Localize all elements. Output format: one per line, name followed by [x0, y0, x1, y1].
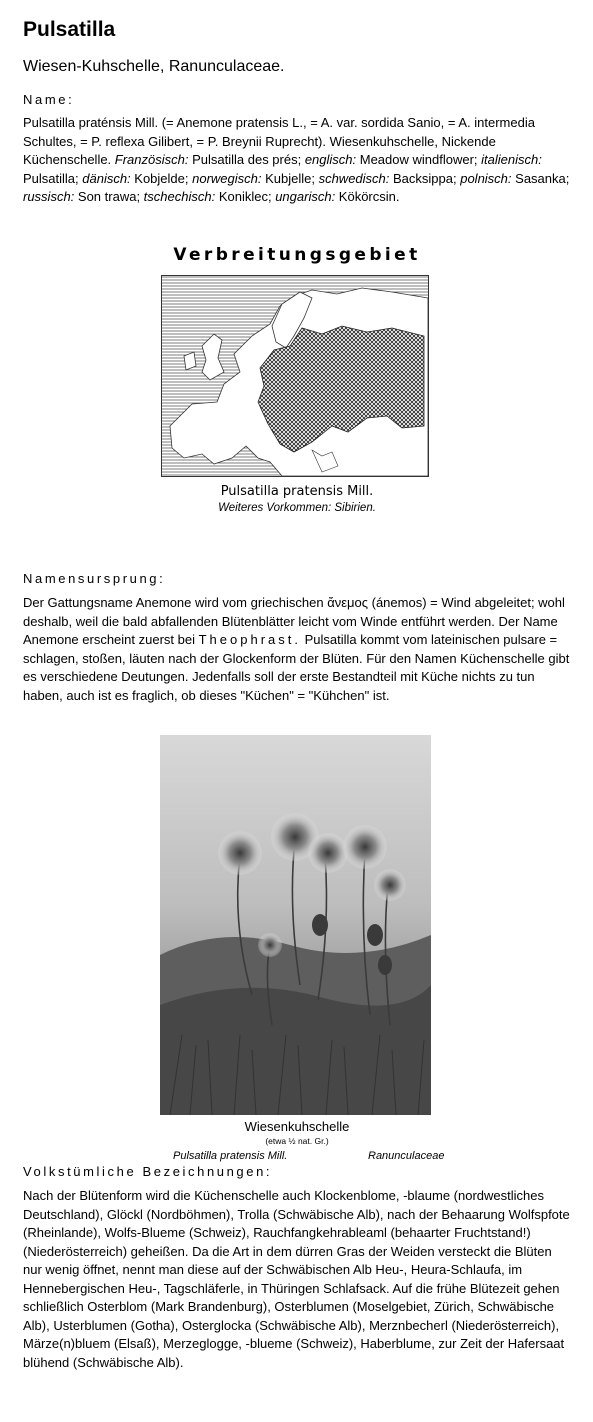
page-title: Pulsatilla	[23, 18, 116, 41]
lang-item: russisch: Son trawa;	[23, 189, 144, 204]
lang-item: Französisch: Pulsatilla des prés;	[114, 152, 305, 167]
plant-photo-drawing	[160, 735, 431, 1115]
map-note: Weiteres Vorkommen: Sibirien.	[218, 502, 376, 514]
photo-family: Ranunculaceae	[368, 1150, 445, 1162]
map-caption: Pulsatilla pratensis Mill.	[220, 484, 374, 499]
lang-item: tschechisch: Koniklec;	[143, 189, 276, 204]
distribution-map	[161, 275, 429, 477]
lang-item: italienisch: Pulsatilla;	[23, 152, 542, 186]
map-title: Verbreitungsgebiet	[173, 245, 421, 265]
photo-scale: (etwa ½ nat. Gr.)	[265, 1136, 329, 1146]
plant-photo	[160, 735, 431, 1115]
name-intro: Pulsatilla praténsis Mill. (= Anemone pratensis L., = A. var. sordida Sanio, = A. intermedia Schultes, = P. reflexa Gilibert, = P. Breynii Ruprecht). Wiesenkuhschelle, Nickende Küchenschelle.	[23, 115, 535, 167]
lang-item: norwegisch: Kubjelle;	[192, 170, 319, 186]
distribution-map-drawing	[162, 276, 428, 476]
folk-paragraph: Nach der Blütenform wird die Küchenschelle auch Klockenblome, -blaume (nordwestliches Deutschland), Glöckl (Nordböhmen), Trolla (Schwäbische Alb), nach der Behaarung Wolfspfote (Rheinlande), Wolfs-Blueme (Schweiz), Rauchfangkehrableaml (behaarter Fruchtstand!) (Niederösterreich) geheißen. Da die Art in dem dürren Gras der Weiden versteckt die Blüten nur wenig öffnet, nennt man diese auf der Schwäbischen Alb Heu-, Heura-Schlaufa, im Hennebergischen Heu-, Tagschläferle, in Thüringen Schlafsack. Auf die frühe Blütezeit gehen schließlich Osterblom (Mark Brandenburg), Osterblumen (Moselgebiet, Zürich, Schwäbische Alb), Usterblumen (Gotha), Osterglocka (Schwäbische Alb), Merznbecherl (Niederösterreich), Märze(n)bluem (Elsaß), Merzeglogge, -blueme (Schweiz), Haberblume, zur Zeit der Hafersaat blühend (Schwäbische Alb).	[23, 1188, 570, 1370]
photo-latin-name: Pulsatilla pratensis Mill.	[173, 1150, 288, 1162]
page-subtitle: Wiesen-Kuhschelle, Ranunculaceae.	[23, 58, 285, 75]
lang-item: englisch: Meadow windflower;	[304, 152, 482, 167]
origin-paragraph: Der Gattungsname Anemone wird vom griechischen ἄνεμος (ánemos) = Wind abgeleitet; wohl deshalb, weil die bald abfallenden Blütenblätter leicht vom Winde entführt werden. Der Name Anemone erscheint zuerst bei Theophrast. Pulsatilla kommt vom lateinischen pulsare = schlagen, stoßen, läuten nach der Glockenform der Blüten. Für den Namen Küchenschelle gibt es verschiedene Deutungen. Jedenfalls soll der erste Bestandteil mit Küche nichts zu tun haben, auch ist es fraglich, ob dieses "Küchen" = "Kühchen" ist.	[23, 595, 570, 703]
lang-item: dänisch: Kobjelde;	[82, 170, 193, 186]
lang-item: schwedisch: Backsippa;	[318, 170, 461, 186]
name-paragraph	[23, 114, 571, 207]
lang-item: polnisch: Sasanka;	[460, 170, 570, 186]
lang-item: ungarisch: Kökörcsin.	[275, 189, 400, 204]
author-name: Theophrast.	[198, 632, 301, 647]
origin-heading: Namensursprung:	[23, 571, 166, 586]
photo-caption: Wiesenkuhschelle	[244, 1119, 350, 1134]
name-heading: Name:	[23, 92, 75, 107]
folk-heading: Volkstümliche Bezeichnungen:	[23, 1164, 273, 1179]
